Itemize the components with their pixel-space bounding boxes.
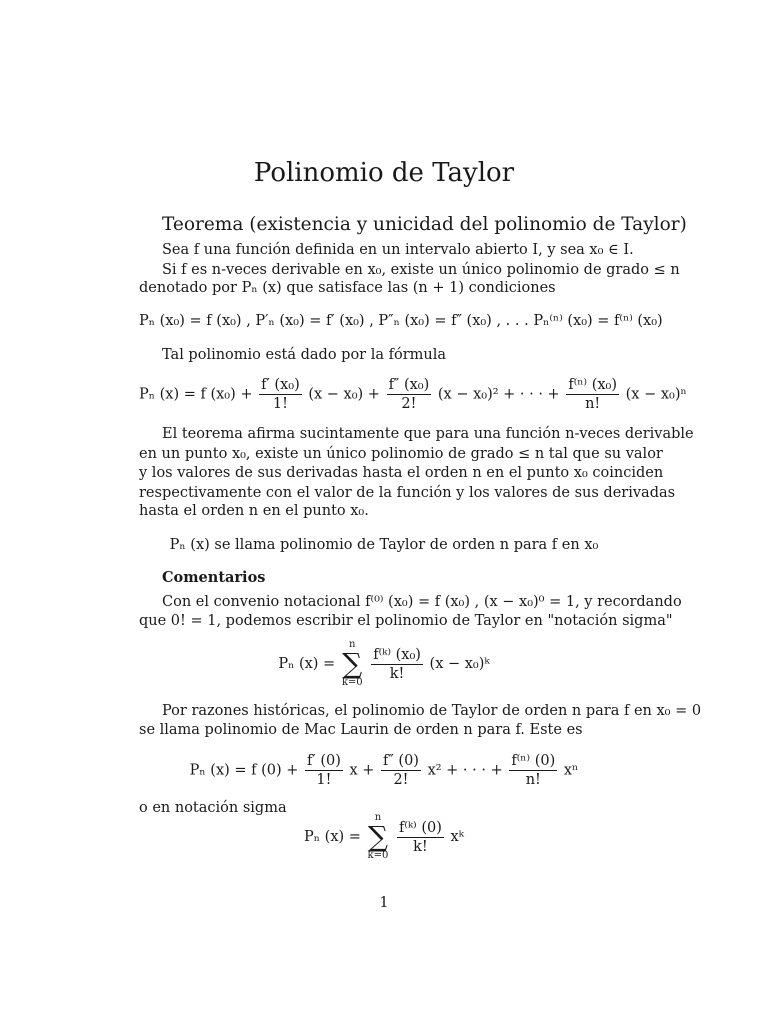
theorem-line-2: Si f es n-veces derivable en x₀, existe un único polinomio de grado ≤ n bbox=[162, 262, 680, 278]
maclaurin-sigma-lhs: Pₙ (x) = bbox=[304, 829, 361, 845]
taylor-term-n-numerator: f⁽ⁿ⁾ (x₀) bbox=[568, 377, 618, 393]
paragraph-line-2: en un punto x₀, existe un único polinomio de grado ≤ n tal que su valor bbox=[139, 446, 663, 462]
maclaurin-line-2: se llama polinomio de Mac Laurin de orden n para f. Este es bbox=[139, 722, 583, 738]
comments-heading-text: Comentarios bbox=[162, 569, 266, 586]
maclaurin-term-1-numerator: f′ (0) bbox=[307, 753, 341, 769]
sigma-denominator: k! bbox=[389, 665, 405, 682]
maclaurin-term-n-tail: xⁿ bbox=[563, 762, 579, 779]
maclaurin-sigma-lower: k=0 bbox=[367, 850, 389, 861]
maclaurin-term-2-denominator: 2! bbox=[393, 772, 409, 788]
taylor-term-2-denominator: 2! bbox=[401, 396, 417, 412]
taylor-formula bbox=[139, 376, 687, 413]
sigma-upper: n bbox=[348, 639, 356, 650]
sigma-lhs: Pₙ (x) = bbox=[278, 656, 336, 672]
paragraph-line-4: respectivamente con el valor de la función y los valores de sus derivadas bbox=[139, 485, 676, 501]
maclaurin-sigma-numerator: f⁽ᵏ⁾ (0) bbox=[398, 819, 442, 836]
sigma-fraction bbox=[371, 646, 423, 683]
maclaurin-term-1-tail: x + bbox=[349, 762, 375, 779]
theorem-heading: Teorema (existencia y unicidad del polinomio de Taylor) bbox=[162, 214, 687, 235]
taylor-lhs: Pₙ (x) = f (x₀) + bbox=[139, 386, 253, 403]
taylor-term-n-fraction bbox=[566, 376, 619, 413]
taylor-term-n-denominator: n! bbox=[585, 396, 601, 412]
comments-line-1: Con el convenio notacional f⁽⁰⁾ (x₀) = f (x₀) , (x − x₀)⁰ = 1, y recordando bbox=[162, 594, 682, 610]
sigma-notation-intro: o en notación sigma bbox=[139, 800, 287, 816]
maclaurin-line-1: Por razones históricas, el polinomio de Taylor de orden n para f en x₀ = 0 bbox=[162, 703, 702, 719]
comments-line-2: que 0! = 1, podemos escribir el polinomio de Taylor en "notación sigma" bbox=[139, 613, 673, 629]
maclaurin-lhs: Pₙ (x) = f (0) + bbox=[189, 762, 299, 779]
maclaurin-term-2-fraction bbox=[381, 752, 421, 789]
paragraph-line-3: y los valores de sus derivadas hasta el orden n en el punto x₀ coinciden bbox=[139, 465, 664, 481]
taylor-term-2-tail: (x − x₀)² + · · · + bbox=[437, 386, 560, 403]
taylor-term-2-fraction bbox=[387, 376, 432, 413]
maclaurin-term-1-denominator: 1! bbox=[316, 772, 332, 788]
sigma-lower: k=0 bbox=[341, 677, 363, 688]
taylor-term-2-numerator: f″ (x₀) bbox=[388, 377, 430, 393]
page-number: 1 bbox=[379, 895, 389, 911]
maclaurin-sigma-formula bbox=[0, 813, 768, 861]
maclaurin-term-n-numerator: f⁽ⁿ⁾ (0) bbox=[511, 753, 556, 769]
conditions-equation: Pₙ (x₀) = f (x₀) , P′ₙ (x₀) = f′ (x₀) , P″ₙ (x₀) = f″ (x₀) , . . . Pₙ⁽ⁿ⁾ (x₀) = f⁽ⁿ⁾ (x₀) bbox=[139, 313, 663, 329]
maclaurin-formula bbox=[0, 752, 768, 789]
taylor-term-1-fraction bbox=[259, 376, 302, 413]
sigma-numerator: f⁽ᵏ⁾ (x₀) bbox=[373, 646, 421, 663]
sigma-symbol: ∑ bbox=[342, 647, 363, 680]
sigma-tail: (x − x₀)ᵏ bbox=[429, 656, 490, 672]
maclaurin-sigma-tail: xᵏ bbox=[450, 829, 464, 845]
maclaurin-sigma-symbol: ∑ bbox=[367, 820, 388, 853]
maclaurin-sigma-upper: n bbox=[374, 812, 382, 823]
formula-intro: Tal polinomio está dado por la fórmula bbox=[162, 347, 447, 363]
maclaurin-term-n-fraction bbox=[509, 752, 557, 789]
taylor-term-1-numerator: f′ (x₀) bbox=[261, 377, 300, 393]
taylor-term-n-tail: (x − x₀)ⁿ bbox=[625, 386, 687, 403]
maclaurin-term-1-fraction bbox=[305, 752, 343, 789]
comments-heading bbox=[162, 568, 265, 588]
taylor-term-1-tail: (x − x₀) + bbox=[308, 386, 380, 403]
maclaurin-term-2-numerator: f″ (0) bbox=[383, 753, 419, 769]
theorem-line-1: Sea f una función definida en un intervalo abierto I, y sea x₀ ∈ I. bbox=[162, 242, 634, 258]
taylor-term-1-denominator: 1! bbox=[272, 396, 288, 412]
sigma-formula bbox=[0, 640, 768, 688]
maclaurin-sigma-fraction bbox=[397, 819, 444, 856]
paragraph-line-1: El teorema afirma sucintamente que para una función n-veces derivable bbox=[162, 426, 694, 442]
paragraph-line-5: hasta el orden n en el punto x₀. bbox=[139, 503, 369, 519]
maclaurin-term-n-denominator: n! bbox=[525, 772, 541, 788]
maclaurin-sigma-denominator: k! bbox=[413, 838, 428, 855]
definition-line: Pₙ (x) se llama polinomio de Taylor de orden n para f en x₀ bbox=[169, 537, 599, 553]
document-title: Polinomio de Taylor bbox=[253, 158, 515, 188]
maclaurin-sigma-symbol-block bbox=[368, 813, 389, 861]
theorem-line-3: denotado por Pₙ (x) que satisface las (n + 1) condiciones bbox=[139, 280, 556, 296]
maclaurin-term-2-tail: x² + · · · + bbox=[427, 762, 503, 779]
sigma-symbol-block bbox=[342, 640, 363, 688]
